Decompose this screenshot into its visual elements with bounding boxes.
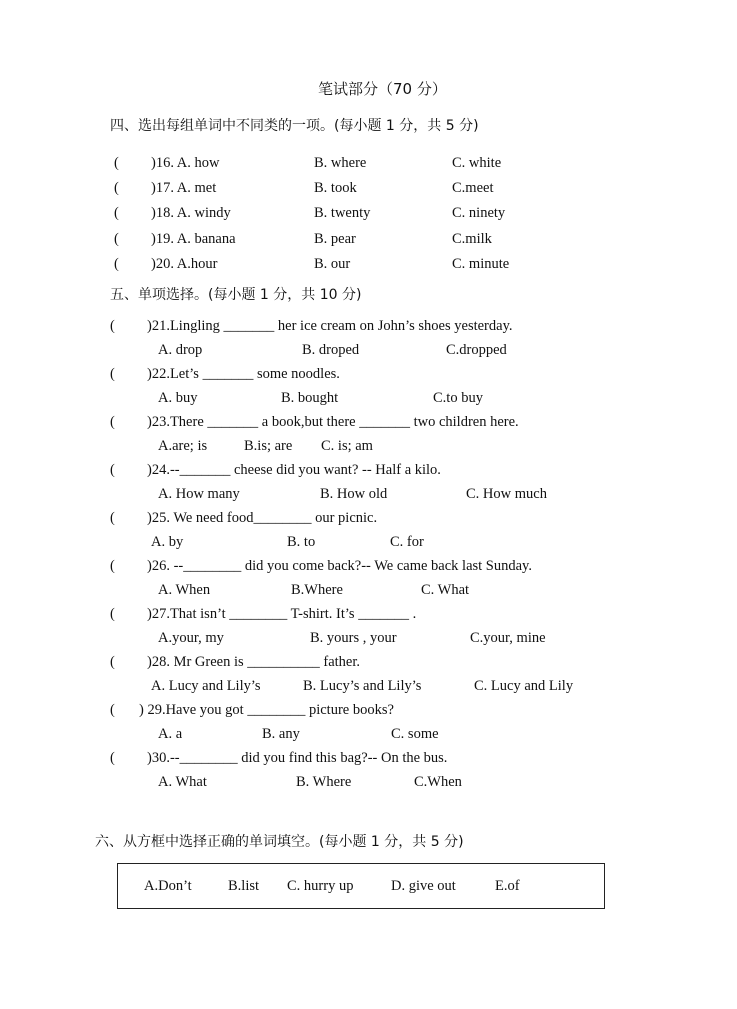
option-b: B. our (314, 256, 351, 272)
question-stem: )24.--_______ cheese did you want? -- Half a kilo. (147, 462, 441, 478)
question-stem: )26. --________ did you come back?-- We came back last Sunday. (147, 558, 532, 574)
answer-paren: ( (110, 462, 115, 478)
answer-paren: ( (110, 558, 115, 574)
option-c: C.meet (452, 180, 494, 196)
option-a: A. When (158, 582, 211, 598)
option-b: B. twenty (314, 205, 371, 221)
option-c: C. is; am (321, 438, 373, 454)
option-b: B. pear (314, 231, 356, 247)
option-c: C. minute (452, 256, 510, 272)
answer-paren: ( (110, 606, 115, 622)
option-a: A. by (151, 534, 184, 550)
word-option: E.of (495, 878, 520, 894)
option-b: B. took (314, 180, 357, 196)
option-a: )16. A. how (151, 155, 220, 171)
option-c: C.to buy (433, 390, 483, 406)
option-a: A.are; is (158, 438, 208, 454)
answer-paren: ( (114, 231, 119, 247)
answer-paren: ( (110, 366, 115, 382)
answer-paren: ( (110, 702, 115, 718)
option-b: B. How old (320, 486, 388, 502)
option-b: B. droped (302, 342, 360, 358)
option-c: C. What (421, 582, 470, 598)
question-stem: )28. Mr Green is __________ father. (147, 654, 361, 670)
option-c: C. white (452, 155, 502, 171)
option-c: C.your, mine (470, 630, 546, 646)
option-a: )19. A. banana (151, 231, 236, 247)
option-b: B. any (262, 726, 300, 742)
question-stem: )25. We need food________ our picnic. (147, 510, 378, 526)
answer-paren: ( (114, 205, 119, 221)
word-option: B.list (228, 878, 260, 894)
answer-paren: ( (110, 654, 115, 670)
option-a: A. Lucy and Lily’s (151, 678, 261, 694)
answer-paren: ( (110, 750, 115, 766)
answer-paren: ( (114, 180, 119, 196)
question-stem: )30.--________ did you find this bag?-- On the bus. (147, 750, 448, 766)
option-c: C.When (414, 774, 462, 790)
question-stem: )22.Let’s _______ some noodles. (147, 366, 340, 382)
option-a: A. drop (158, 342, 203, 358)
option-b: B. bought (281, 390, 339, 406)
section6-heading: 六、从方框中选择正确的单词填空。(每小题 1 分，共 5 分) (95, 834, 464, 850)
option-a: A. a (158, 726, 183, 742)
page-title: 笔试部分（70 分） (318, 80, 447, 98)
option-a: )20. A.hour (151, 256, 218, 272)
option-c: C.dropped (446, 342, 507, 358)
option-b: B.Where (291, 582, 343, 598)
word-option: C. hurry up (287, 878, 354, 894)
answer-paren: ( (110, 510, 115, 526)
word-bank-box (117, 863, 605, 909)
option-b: B. Lucy’s and Lily’s (303, 678, 422, 694)
section5-heading: 五、单项选择。(每小题 1 分，共 10 分) (110, 287, 362, 303)
option-a: )18. A. windy (151, 205, 231, 221)
answer-paren: ( (110, 414, 115, 430)
option-a: A. How many (158, 486, 240, 502)
option-b: B.is; are (244, 438, 293, 454)
option-c: C. How much (466, 486, 547, 502)
option-a: A.your, my (158, 630, 224, 646)
question-stem: ) 29.Have you got ________ picture books? (139, 702, 394, 718)
section4-heading: 四、选出每组单词中不同类的一项。(每小题 1 分，共 5 分) (110, 118, 479, 134)
option-a: )17. A. met (151, 180, 217, 196)
word-option: A.Don’t (144, 878, 192, 894)
word-option: D. give out (391, 878, 456, 894)
question-stem: )21.Lingling _______ her ice cream on John’s shoes yesterday. (147, 318, 513, 334)
question-stem: )23.There _______ a book,but there _______ two children here. (147, 414, 519, 430)
answer-paren: ( (114, 155, 119, 171)
option-c: C. some (391, 726, 439, 742)
option-c: C. for (390, 534, 424, 550)
answer-paren: ( (114, 256, 119, 272)
option-c: C. ninety (452, 205, 506, 221)
answer-paren: ( (110, 318, 115, 334)
option-b: B. to (287, 534, 316, 550)
option-a: A. What (158, 774, 207, 790)
option-c: C. Lucy and Lily (474, 678, 574, 694)
option-a: A. buy (158, 390, 198, 406)
option-b: B. Where (296, 774, 352, 790)
option-b: B. where (314, 155, 367, 171)
option-b: B. yours , your (310, 630, 397, 646)
question-stem: )27.That isn’t ________ T-shirt. It’s _______ . (147, 606, 417, 622)
option-c: C.milk (452, 231, 492, 247)
